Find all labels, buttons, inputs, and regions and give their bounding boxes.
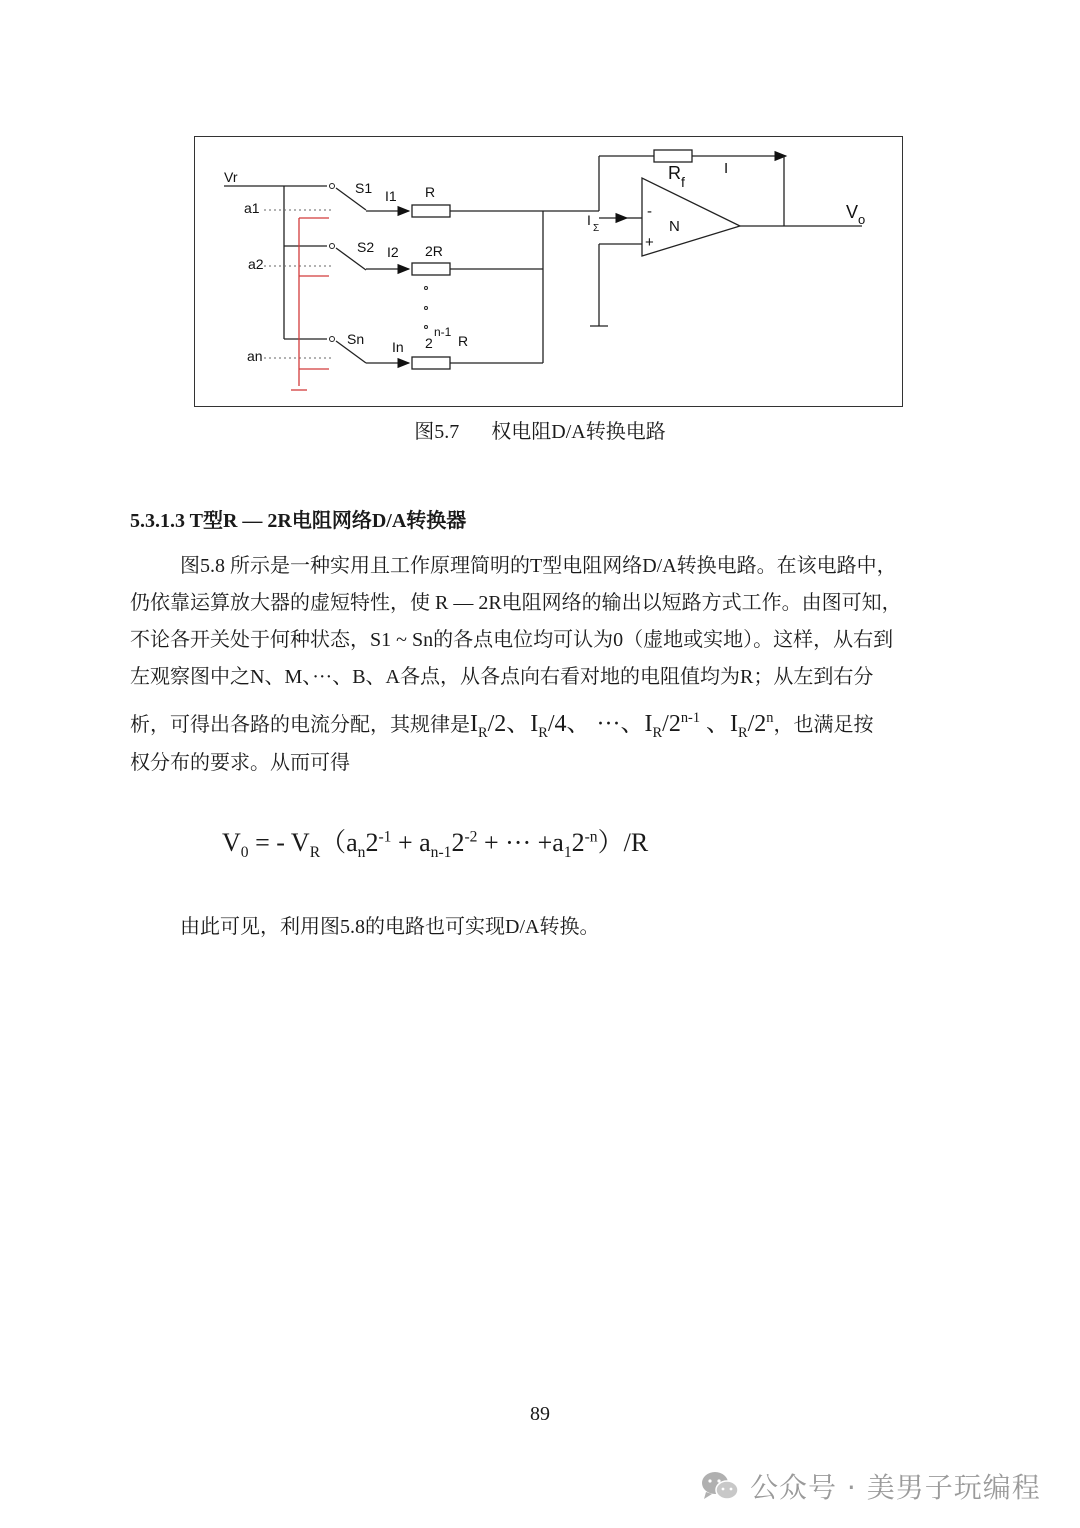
label-2n1r-exp: n-1	[434, 325, 452, 339]
label-minus: -	[647, 203, 652, 220]
formula-vr-sub: R	[309, 844, 321, 862]
body-line-4: 左观察图中之N、M、···、B、A各点，从各点向右看对地的电阻值均为R；从左到右分	[130, 666, 874, 688]
weighted-resistor-dac-circuit	[194, 136, 903, 407]
formula-term-3-exp: -n	[584, 828, 598, 846]
label-2r: 2R	[425, 243, 443, 259]
body-line-2: 仍依靠运算放大器的虚短特性，使 R — 2R电阻网络的输出以短路方式工作。由图可知，	[130, 592, 902, 614]
label-2n1r-r: R	[458, 333, 469, 349]
formula-close: ）/R	[597, 828, 649, 857]
body-line-1: 图5.8 所示是一种实用且工作原理简明的T型电阻网络D/A转换电路。在该电路中，	[180, 555, 897, 577]
ir-sub-3: R	[652, 724, 663, 741]
label-a2: a2	[248, 256, 264, 272]
ir-exp-n1: n-1	[680, 710, 701, 726]
conclusion-line: 由此可见，利用图5.8的电路也可实现D/A转换。	[180, 916, 600, 938]
formula-dots: + ··· +a	[477, 828, 564, 857]
wechat-icon	[700, 1469, 740, 1503]
label-an: an	[247, 348, 263, 364]
watermark-text: 公众号 · 美男子玩编程	[750, 1471, 1041, 1504]
line5-pre: 析，可得出各路的电流分配，其规律是	[130, 714, 470, 736]
label-sn: Sn	[347, 331, 365, 347]
ir-div-2: /2、	[487, 711, 531, 737]
watermark	[700, 1466, 1041, 1506]
formula-v: V	[222, 828, 241, 857]
ir-sub-4: R	[738, 724, 748, 741]
label-isigma-sub: Σ	[593, 223, 600, 234]
ir-div-2n: /2	[747, 711, 767, 737]
ir-symbol-2: I	[530, 711, 539, 737]
figure-caption	[0, 415, 1080, 444]
ir-div-2n1: /2	[662, 711, 681, 737]
label-plus: +	[645, 234, 654, 251]
label-2n1r-base: 2	[425, 335, 433, 351]
label-i-feedback: I	[724, 160, 729, 177]
formula-an-sub: n	[357, 844, 366, 862]
formula-open: （a	[320, 828, 358, 857]
label-vr: Vr	[224, 169, 238, 185]
formula-an1-sub: n-1	[430, 844, 452, 862]
formula-term-3: 2	[571, 828, 585, 857]
label-n: N	[669, 218, 680, 235]
label-s2: S2	[357, 239, 375, 255]
ir-separator: 、	[700, 711, 731, 737]
formula-term-1-exp: -1	[378, 828, 392, 846]
formula-v-sub: 0	[240, 844, 249, 862]
label-s1: S1	[355, 180, 373, 196]
output-voltage-formula	[222, 822, 648, 862]
label-in: In	[392, 339, 404, 355]
label-vo-sub: o	[858, 212, 866, 227]
ir-sub-1: R	[478, 724, 488, 741]
label-isigma: I	[587, 212, 591, 228]
label-rf-sub: f	[681, 174, 685, 190]
figure-number: 图5.7	[414, 421, 460, 443]
ir-exp-n: n	[766, 710, 774, 726]
page-number: 89	[530, 1403, 550, 1425]
label-rf: R	[668, 163, 681, 183]
formula-a1-sub: 1	[563, 844, 572, 862]
formula-term-2-exp: -2	[464, 828, 478, 846]
label-i2: I2	[387, 244, 399, 260]
line5-post: ，也满足按	[773, 714, 874, 736]
formula-plus-1: + a	[391, 828, 431, 857]
formula-term-1: 2	[365, 828, 379, 857]
label-vo: V	[846, 202, 859, 222]
body-line-3: 不论各开关处于何种状态，S1 ~ Sn的各点电位均可认为0（虚地或实地）。这样，从右到	[130, 629, 894, 651]
label-a1: a1	[244, 200, 260, 216]
formula-term-2: 2	[451, 828, 465, 857]
figure-title: 权电阻D/A转换电路	[491, 421, 666, 443]
label-i1: I1	[385, 188, 397, 204]
ir-div-4: /4、 ···、	[547, 711, 645, 737]
ir-symbol-3: I	[644, 711, 653, 737]
body-line-6: 权分布的要求。从而可得	[130, 752, 350, 774]
section-heading: 5.3.1.3 T型R — 2R电阻网络D/A转换器	[130, 510, 467, 532]
ir-symbol-1: I	[470, 711, 478, 737]
ir-symbol-4: I	[730, 711, 739, 737]
ir-sub-2: R	[538, 724, 548, 741]
label-r: R	[425, 184, 436, 200]
formula-eq: = - V	[248, 828, 310, 857]
